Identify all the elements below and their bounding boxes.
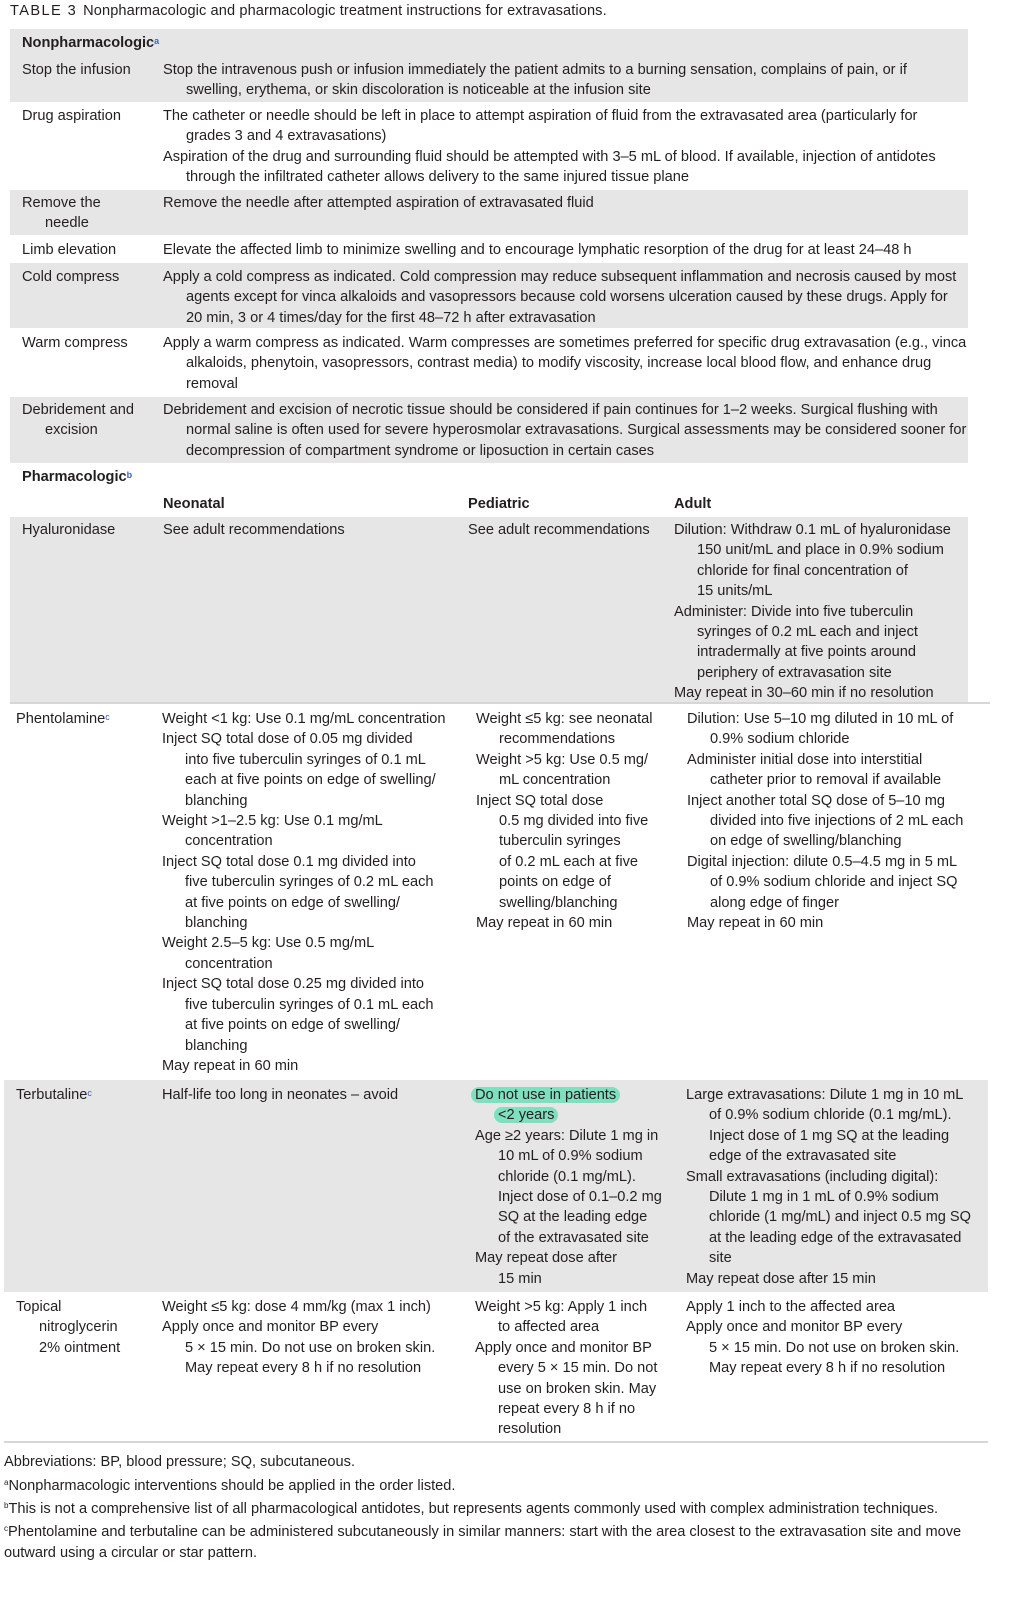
footnote-abbreviations: Abbreviations: BP, blood pressure; SQ, subcutaneous. (4, 1454, 356, 1470)
row-text: The catheter or needle should be left in place to attempt aspiration of fluid from the extravasated area (particularly for grades 3 and 4 extravasations) Aspiration of the drug and surrounding fluid should be attempted with 3–5 mL of blood. If available, injection of antidotes through the infiltrated catheter allows delivery to the same injured tissue plane (163, 108, 936, 186)
col-header-neonatal: Neonatal (163, 496, 225, 512)
row-label: Limb elevation (22, 242, 117, 258)
col-header-adult: Adult (674, 496, 712, 512)
hyaluronidase-neonatal: See adult recommendations (163, 522, 345, 538)
nitroglycerin-adult: Apply 1 inch to the affected area Apply once and monitor BP every 5 × 15 min. Do not use on broken skin. May repeat every 8 h if no resolution (686, 1299, 960, 1377)
footnote-a: $^a$Nonpharmacologic interventions should be applied in the order listed. (4, 1478, 456, 1494)
nitroglycerin-label: Topical nitroglycerin 2% ointment (16, 1299, 121, 1356)
row-label: Stop the infusion (22, 62, 131, 78)
hyaluronidase-adult: Dilution: Withdraw 0.1 mL of hyaluronidase 150 unit/mL and place in 0.9% sodium chloride for final concentration of 15 units/mL Administer: Divide into five tuberculin syringes of 0.2 mL each and inject intradermally at five points around periphery of extravasation site May repeat in 30–60 min if no resolution (674, 522, 951, 702)
row-text: Apply a cold compress as indicated. Cold compression may reduce subsequent inflammation and necrosis caused by most agents except for vinca alkaloids and vasopressors because cold worsens ulceration caused by these drugs. Apply for 20 min, 3 or 4 times/day for the first 48–72 h after extravasation (163, 269, 957, 326)
row-label: Remove the needle (22, 195, 101, 232)
hyaluronidase-label: Hyaluronidase (22, 522, 116, 538)
phentolamine-neonatal: Weight <1 kg: Use 0.1 mg/mL concentration Inject SQ total dose of 0.05 mg divided into five tuberculin syringes of 0.1 mL each at five points on edge of swelling/ blanching Weight >1–2.5 kg: Use 0.1 mg/mL concentration Inject SQ total dose 0.1 mg divided into five tuberculin syringes of 0.2 mL each at five points on edge of swelling/ blanching Weight 2.5–5 kg: Use 0.5 mg/mL concentration Inject SQ total dose 0.25 mg divided into five tuberculin syringes of 0.1 mL each at five points on edge of swelling/ blanching May repeat in 60 min (162, 711, 446, 1074)
terbutaline-label: Terbutaline$^c$ (16, 1087, 92, 1103)
table-title: Nonpharmacologic and pharmacologic treatment instructions for extravasations. (83, 3, 607, 19)
terbutaline-neonatal: Half-life too long in neonates – avoid (162, 1087, 399, 1103)
phentolamine-adult: Dilution: Use 5–10 mg diluted in 10 mL of 0.9% sodium chloride Administer initial dose into interstitial catheter prior to removal if available Inject another total SQ dose of 5–10 mg divided into five injections of 2 mL each on edge of swelling/blanching Digital injection: dilute 0.5–4.5 mg in 5 mL of 0.9% sodium chloride and inject SQ along edge of finger May repeat in 60 min (687, 711, 964, 932)
row-label: Cold compress (22, 269, 120, 285)
hyaluronidase-pediatric: See adult recommendations (468, 522, 650, 538)
footnote-c-continued: outward using a circular or star pattern. (4, 1545, 258, 1561)
phentolamine-pediatric: Weight ≤5 kg: see neonatal recommendations Weight >5 kg: Use 0.5 mg/ mL concentration Inject SQ total dose 0.5 mg divided into five tuberculin syringes of 0.2 mL each at five points on edge of swelling/blanching May repeat in 60 min (476, 711, 653, 932)
row-label: Debridement and excision (22, 402, 134, 439)
pediatric-warning-highlight: <2 years (494, 1107, 558, 1123)
row-text: Remove the needle after attempted aspiration of extravasated fluid (163, 195, 594, 211)
row-label: Warm compress (22, 335, 128, 351)
table-caption (10, 3, 607, 19)
col-header-pediatric: Pediatric (468, 496, 530, 512)
row-text: Debridement and excision of necrotic tissue should be considered if pain continues for 1–2 weeks. Surgical flushing with normal saline is often used for severe hyperosmolar extravasations. Surgical assessments may be considered sooner for decompression of compartment syndrome or liposuction in certain cases (163, 402, 967, 459)
terbutaline-pediatric: Do not use in patients <2 years Age ≥2 years: Dilute 1 mg in 10 mL of 0.9% sodium chloride (0.1 mg/mL). Inject dose of 0.1–0.2 mg SQ at the leading edge of the extravasated site May repeat dose after 15 min (475, 1085, 662, 1289)
footnote-c: $^c$Phentolamine and terbutaline can be administered subcutaneously in similar manners: start with the area closest to the extravasation site and move (4, 1524, 962, 1540)
row-text: Apply a warm compress as indicated. Warm compresses are sometimes preferred for specific drug extravasation (e.g., vinca alkaloids, phenytoin, vasopressors, contrast media) to modify viscosity, increase local blood flow, and enhance drug removal (163, 335, 967, 392)
table-label: TABLE 3 (10, 3, 78, 19)
pediatric-warning-highlight: Do not use in patients (471, 1087, 620, 1103)
divider-table-bottom (4, 1441, 988, 1443)
phentolamine-label: Phentolamine$^c$ (16, 711, 110, 727)
row-label: Drug aspiration (22, 108, 121, 124)
terbutaline-adult: Large extravasations: Dilute 1 mg in 10 mL of 0.9% sodium chloride (0.1 mg/mL). Inject dose of 1 mg SQ at the leading edge of the extravasated site Small extravasations (including digital): Dilute 1 mg in 1 mL of 0.9% sodium chloride (1 mg/mL) and inject 0.5 mg SQ at the leading edge of the extravasated site May repeat dose after 15 min (686, 1087, 971, 1287)
row-text: Elevate the affected limb to minimize swelling and to encourage lymphatic resorption of the drug for at least 24–48 h (163, 242, 912, 258)
nitroglycerin-pediatric: Weight >5 kg: Apply 1 inch to affected area Apply once and monitor BP every 5 × 15 min. Do not use on broken skin. May repeat every 8 h if no resolution (475, 1299, 658, 1438)
row-text: Stop the intravenous push or infusion immediately the patient admits to a burning sensation, complains of pain, or if swelling, erythema, or skin discoloration is noticeable at the infusion site (163, 62, 907, 99)
footnote-b: $^b$This is not a comprehensive list of all pharmacological antidotes, but represents agents commonly used with complex administration techniques. (4, 1501, 939, 1517)
nitroglycerin-neonatal: Weight ≤5 kg: dose 4 mm/kg (max 1 inch) Apply once and monitor BP every 5 × 15 min. Do not use on broken skin. May repeat every 8 h if no resolution (162, 1299, 436, 1377)
nonpharm-heading: Nonpharmacologic$^a$ (22, 35, 160, 51)
pharm-heading: Pharmacologic$^b$ (22, 469, 133, 485)
